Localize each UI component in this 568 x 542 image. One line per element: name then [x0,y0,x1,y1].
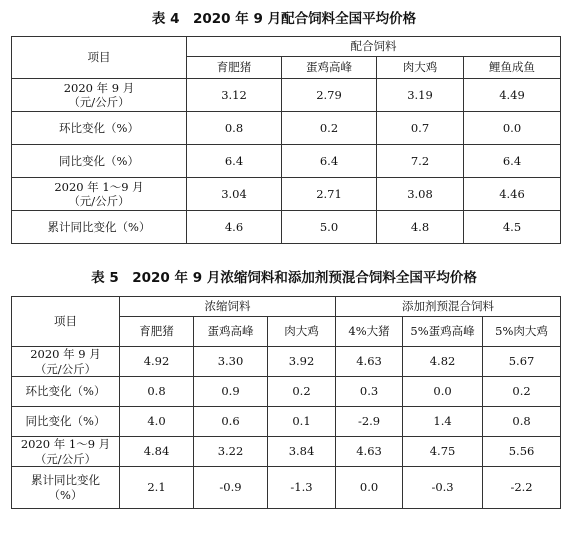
table-cell: 5.56 [483,437,561,467]
row-label [12,347,120,377]
table-row [12,211,561,244]
table4-item-header: 项目 [12,37,187,79]
table-cell: 3.04 [187,178,282,211]
table-row [12,79,561,112]
row-label-line2: （元/公斤） [68,194,130,208]
table-row [12,347,561,377]
row-label-line1: 环比变化（%） [59,120,139,135]
table-row [12,145,561,178]
table-row [12,437,561,467]
table5-col-header: 5%蛋鸡高峰 [403,317,483,347]
row-label-line1: 累计同比变化 [31,473,100,488]
table5 [11,296,561,509]
row-label-line1: 同比变化（%） [25,414,106,429]
table-cell: 4.82 [403,347,483,377]
table-cell: 6.4 [464,145,561,178]
row-label [12,377,120,407]
table-cell: 4.75 [403,437,483,467]
table5-group1-header: 浓缩饲料 [120,297,336,317]
table-cell: 4.84 [120,437,194,467]
table-cell: 0.2 [282,112,377,145]
table4-col-header: 育肥猪 [187,57,282,79]
table4-col-header: 肉大鸡 [377,57,464,79]
table5-col-header: 育肥猪 [120,317,194,347]
table-cell: 3.92 [268,347,336,377]
row-label-line2: （元/公斤） [34,451,97,466]
row-label [12,145,187,178]
table-cell: 5.0 [282,211,377,244]
row-label-line1: 2020 年 1～9 月 [54,179,144,194]
table-cell: 6.4 [282,145,377,178]
row-label-line2: （元/公斤） [34,361,97,376]
table5-col-header: 5%肉大鸡 [483,317,561,347]
table-cell: 0.3 [336,377,403,407]
table-cell: 0.0 [336,467,403,509]
table4-col-header: 鲤鱼成鱼 [464,57,561,79]
table-row [12,377,561,407]
table-cell: -0.3 [403,467,483,509]
table-cell: 4.63 [336,437,403,467]
table-cell: 0.8 [483,407,561,437]
table-cell: 0.2 [268,377,336,407]
table-cell: 7.2 [377,145,464,178]
row-label-line1: 环比变化（%） [25,384,106,399]
table5-group2-header: 添加剂预混合饲料 [336,297,561,317]
table-cell: 4.5 [464,211,561,244]
table-row [12,178,561,211]
table-cell: 0.6 [194,407,268,437]
table-cell: 2.1 [120,467,194,509]
table-cell: 0.1 [268,407,336,437]
table-row [12,467,561,509]
table5-col-header: 4%大猪 [336,317,403,347]
table-cell: 0.8 [120,377,194,407]
row-label [12,437,120,467]
row-label-line1: 同比变化（%） [59,153,139,168]
table4-header-row [12,37,561,57]
row-label [12,211,187,244]
table-cell: 4.8 [377,211,464,244]
table-cell: -2.2 [483,467,561,509]
table5-col-header: 蛋鸡高峰 [194,317,268,347]
table-cell: 4.92 [120,347,194,377]
table-cell: 4.6 [187,211,282,244]
table-cell: 0.2 [483,377,561,407]
table-row [12,407,561,437]
table-cell: 0.0 [403,377,483,407]
table-cell: 3.08 [377,178,464,211]
row-label [12,467,120,509]
table4-col-header: 蛋鸡高峰 [282,57,377,79]
table4-title: 表 4 2020 年 9 月配合饲料全国平均价格 [151,11,417,27]
table-cell: 3.22 [194,437,268,467]
table-cell: 5.67 [483,347,561,377]
table-cell: 6.4 [187,145,282,178]
row-label-line1: 2020 年 1～9 月 [20,437,111,452]
table-cell: 0.7 [377,112,464,145]
row-label-line1: 2020 年 9 月 [63,80,135,95]
table-cell: -2.9 [336,407,403,437]
table-cell: 3.12 [187,79,282,112]
table4-group-header: 配合饲料 [187,37,561,57]
table4 [11,36,561,244]
table-cell: 1.4 [403,407,483,437]
row-label [12,178,187,211]
table-cell: 0.8 [187,112,282,145]
table-cell: 4.63 [336,347,403,377]
table-cell: 0.0 [464,112,561,145]
table-cell: 4.49 [464,79,561,112]
table-cell: 4.0 [120,407,194,437]
table-cell: -1.3 [268,467,336,509]
row-label [12,407,120,437]
table5-header-row [12,297,561,317]
table-cell: 0.9 [194,377,268,407]
row-label-line1: 2020 年 9 月 [30,347,101,362]
row-label [12,112,187,145]
table-cell: 2.71 [282,178,377,211]
table-cell: -0.9 [194,467,268,509]
table5-title: 表 5 2020 年 9 月浓缩饲料和添加剂预混合饲料全国平均价格 [91,270,477,286]
table-cell: 3.30 [194,347,268,377]
table-cell: 4.46 [464,178,561,211]
row-label [12,79,187,112]
table-cell: 3.84 [268,437,336,467]
table-cell: 2.79 [282,79,377,112]
row-label-line2: （元/公斤） [68,95,130,109]
table5-col-header: 肉大鸡 [268,317,336,347]
table-row [12,112,561,145]
row-label-line1: 累计同比变化（%） [47,219,151,234]
table-cell: 3.19 [377,79,464,112]
row-label-line2: （%） [48,487,83,502]
table5-item-header: 项目 [12,297,120,347]
